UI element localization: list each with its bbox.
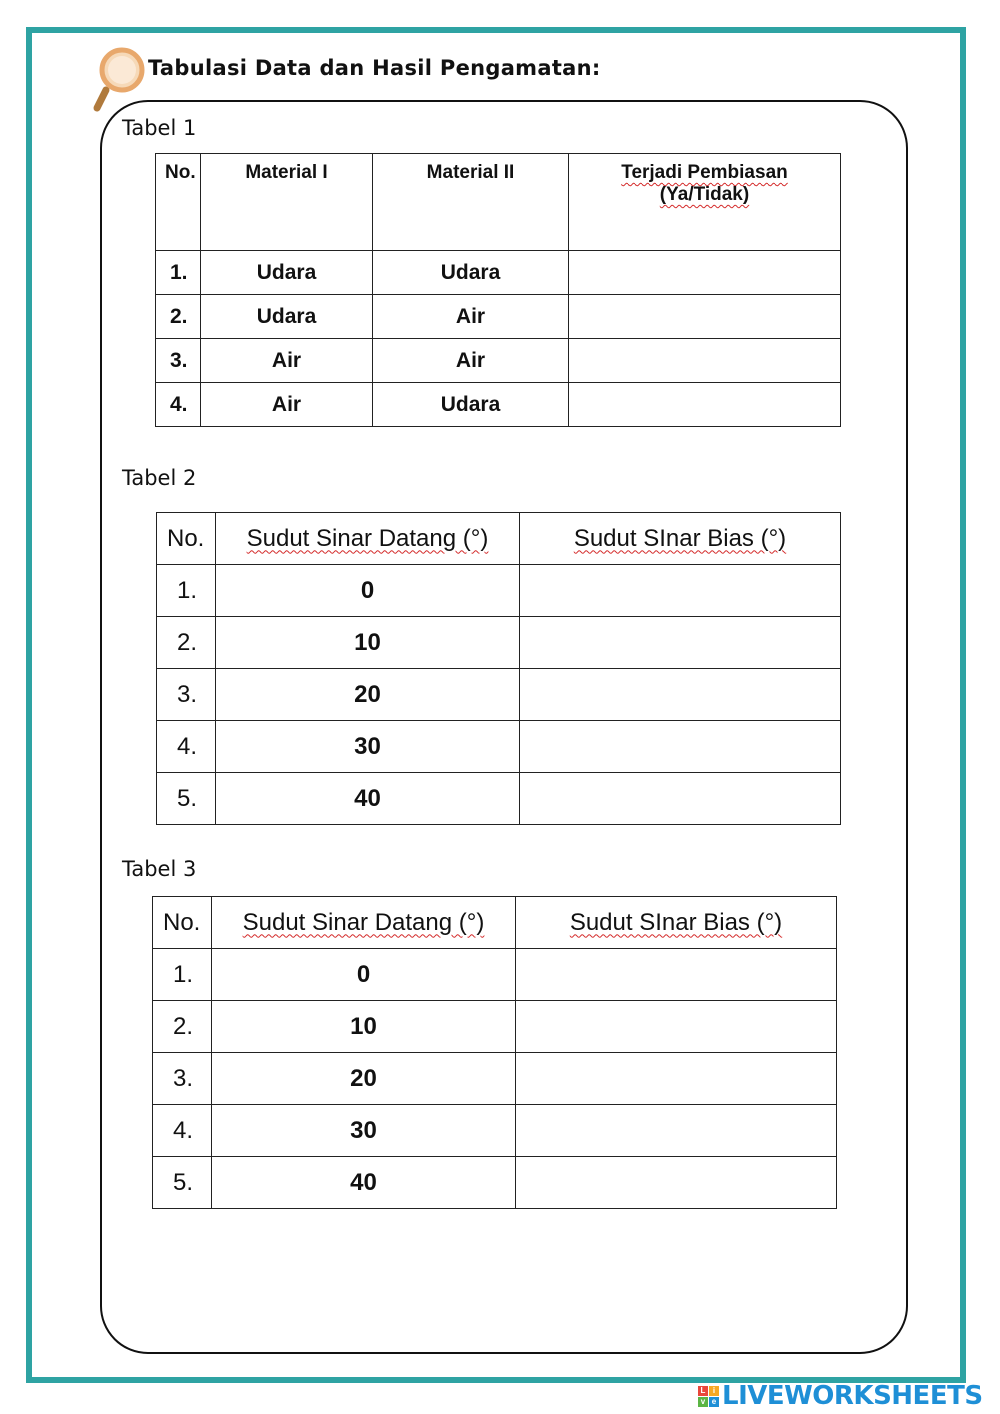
header-refraction-line1: Terjadi Pembiasan [621, 162, 788, 183]
header-refraction-angle-label: Sudut SInar Bias (°) [569, 908, 783, 936]
cell-no: 4. [156, 383, 201, 427]
cell-incident-angle: 20 [212, 1053, 516, 1105]
table-row [157, 773, 841, 825]
cell-incident-angle: 0 [216, 565, 520, 617]
logo-text: LIVEWORKSHEETS [722, 1381, 983, 1411]
answer-cell[interactable] [569, 339, 841, 383]
table3 [152, 896, 837, 1209]
header-incident-angle-label: Sudut Sinar Datang (°) [242, 908, 485, 936]
table1 [155, 153, 841, 427]
liveworksheets-logo[interactable] [698, 1381, 983, 1411]
table-row [153, 1001, 837, 1053]
cell-material-2: Air [373, 339, 569, 383]
page-title: Tabulasi Data dan Hasil Pengamatan: [148, 56, 601, 80]
table-header-row [157, 513, 841, 565]
cell-no: 5. [157, 773, 216, 825]
cell-incident-angle: 30 [216, 721, 520, 773]
header-no: No. [157, 513, 216, 565]
table-row [156, 339, 841, 383]
table-row [153, 949, 837, 1001]
cell-incident-angle: 10 [212, 1001, 516, 1053]
cell-material-1: Air [201, 339, 373, 383]
answer-cell[interactable] [520, 773, 841, 825]
table-row [153, 1105, 837, 1157]
table2-caption: Tabel 2 [122, 466, 197, 490]
cell-no: 3. [153, 1053, 212, 1105]
cell-no: 3. [157, 669, 216, 721]
cell-material-2: Udara [373, 383, 569, 427]
header-refraction-angle [516, 897, 837, 949]
table-row [153, 1053, 837, 1105]
table-row [156, 383, 841, 427]
table1-caption: Tabel 1 [122, 116, 197, 140]
answer-cell[interactable] [516, 1105, 837, 1157]
logo-letter: i [709, 1386, 719, 1396]
table-row [157, 669, 841, 721]
answer-cell[interactable] [520, 721, 841, 773]
header-refraction-line2: (Ya/Tidak) [659, 184, 750, 205]
cell-incident-angle: 0 [212, 949, 516, 1001]
answer-cell[interactable] [520, 565, 841, 617]
cell-material-2: Udara [373, 251, 569, 295]
cell-no: 2. [157, 617, 216, 669]
table-header-row [156, 154, 841, 251]
header-incident-angle [216, 513, 520, 565]
cell-incident-angle: 40 [212, 1157, 516, 1209]
cell-no: 5. [153, 1157, 212, 1209]
header-refraction-angle [520, 513, 841, 565]
logo-letter: L [698, 1386, 708, 1396]
header-no: No. [153, 897, 212, 949]
logo-letter: v [698, 1397, 708, 1407]
answer-cell[interactable] [569, 295, 841, 339]
table-row [153, 1157, 837, 1209]
answer-cell[interactable] [516, 1001, 837, 1053]
cell-material-1: Udara [201, 251, 373, 295]
table-row [157, 617, 841, 669]
cell-no: 1. [156, 251, 201, 295]
table-row [156, 295, 841, 339]
cell-no: 3. [156, 339, 201, 383]
cell-no: 2. [153, 1001, 212, 1053]
cell-incident-angle: 30 [212, 1105, 516, 1157]
header-incident-angle-label: Sudut Sinar Datang (°) [246, 524, 489, 552]
header-material-1: Material I [201, 154, 373, 251]
header-refraction-angle-label: Sudut SInar Bias (°) [573, 524, 787, 552]
cell-incident-angle: 40 [216, 773, 520, 825]
header-no: No. [156, 154, 201, 251]
cell-no: 4. [153, 1105, 212, 1157]
table2 [156, 512, 841, 825]
table-header-row [153, 897, 837, 949]
logo-letter: e [709, 1397, 719, 1407]
header-incident-angle [212, 897, 516, 949]
cell-incident-angle: 10 [216, 617, 520, 669]
answer-cell[interactable] [520, 669, 841, 721]
answer-cell[interactable] [520, 617, 841, 669]
header-material-2: Material II [373, 154, 569, 251]
table-row [157, 721, 841, 773]
answer-cell[interactable] [569, 383, 841, 427]
table-row [157, 565, 841, 617]
answer-cell[interactable] [569, 251, 841, 295]
answer-cell[interactable] [516, 949, 837, 1001]
answer-cell[interactable] [516, 1053, 837, 1105]
answer-cell[interactable] [516, 1157, 837, 1209]
cell-no: 4. [157, 721, 216, 773]
cell-incident-angle: 20 [216, 669, 520, 721]
cell-material-1: Udara [201, 295, 373, 339]
cell-no: 2. [156, 295, 201, 339]
header-refraction [569, 154, 841, 251]
table-row [156, 251, 841, 295]
cell-no: 1. [157, 565, 216, 617]
cell-no: 1. [153, 949, 212, 1001]
cell-material-2: Air [373, 295, 569, 339]
cell-material-1: Air [201, 383, 373, 427]
table3-caption: Tabel 3 [122, 857, 197, 881]
logo-mark-icon [698, 1386, 719, 1407]
